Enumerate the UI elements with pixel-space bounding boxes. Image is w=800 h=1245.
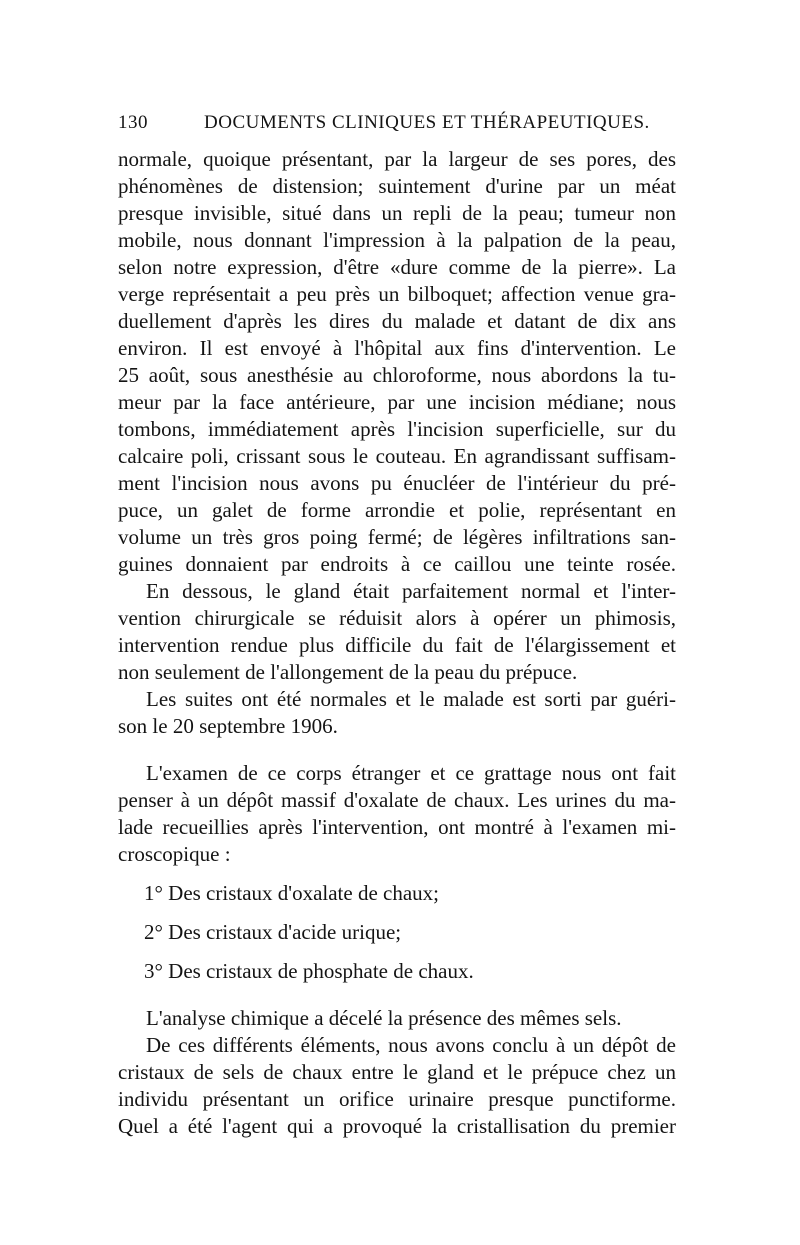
- text-line: son le 20 septembre 1906.: [118, 714, 338, 738]
- text-line: verge représentait a peu près un bilboquet; affection venue gra-: [118, 282, 676, 306]
- paragraph-3: [118, 686, 676, 740]
- text-line: vention chirurgicale se réduisit alors à opérer un phimosis,: [118, 606, 676, 630]
- page-body: [118, 146, 676, 1140]
- text-line: mobile, nous donnant l'impression à la palpation de la peau,: [118, 228, 676, 252]
- text-line: penser à un dépôt massif d'oxalate de chaux. Les urines du ma-: [118, 788, 676, 812]
- text-line: individu présentant un orifice urinaire presque punctiforme.: [118, 1087, 676, 1111]
- findings-list: [118, 880, 676, 985]
- text-line: phénomènes de distension; suintement d'urine par un méat: [118, 174, 676, 198]
- text-line: presque invisible, situé dans un repli de la peau; tumeur non: [118, 201, 676, 225]
- text-line: calcaire poli, crissant sous le couteau. En agrandissant suffisam-: [118, 444, 676, 468]
- text-line: En dessous, le gland était parfaitement normal et l'inter-: [146, 579, 676, 603]
- text-line: L'examen de ce corps étranger et ce grattage nous ont fait: [146, 761, 676, 785]
- text-line: croscopique :: [118, 842, 231, 866]
- text-line: meur par la face antérieure, par une incision médiane; nous: [118, 390, 676, 414]
- text-line: 25 août, sous anesthésie au chloroforme, nous abordons la tu-: [118, 363, 676, 387]
- text-line: guines donnaient par endroits à ce caillou une teinte rosée.: [118, 552, 676, 576]
- text-line: normale, quoique présentant, par la largeur de ses pores, des: [118, 147, 676, 171]
- list-gap: [118, 946, 676, 958]
- text-line: tombons, immédiatement après l'incision superficielle, sur du: [118, 417, 676, 441]
- paragraph-5: [118, 1005, 676, 1032]
- text-line: Quel a été l'agent qui a provoqué la cristallisation du premier: [118, 1114, 676, 1138]
- text-line: ment l'incision nous avons pu énucléer de l'intérieur du pré-: [118, 471, 676, 495]
- paragraph-gap: [118, 985, 676, 1005]
- page-header: [118, 112, 678, 142]
- text-line: non seulement de l'allongement de la peau du prépuce.: [118, 660, 578, 684]
- text-line: selon notre expression, d'être «dure comme de la pierre». La: [118, 255, 676, 279]
- paragraph-2: [118, 578, 676, 686]
- page-number: 130: [118, 112, 148, 133]
- paragraph-gap: [118, 868, 676, 880]
- list-gap: [118, 907, 676, 919]
- text-line: Les suites ont été normales et le malade est sorti par guéri-: [146, 687, 676, 711]
- text-line: volume un très gros poing fermé; de légères infiltrations san-: [118, 525, 676, 549]
- paragraph-4: [118, 760, 676, 868]
- text-line: cristaux de sels de chaux entre le gland et le prépuce chez un: [118, 1060, 676, 1084]
- list-item: 1° Des cristaux d'oxalate de chaux;: [144, 881, 439, 905]
- paragraph-1: [118, 146, 676, 578]
- text-line: L'analyse chimique a décelé la présence des mêmes sels.: [146, 1006, 622, 1030]
- list-item: 3° Des cristaux de phosphate de chaux.: [144, 959, 474, 983]
- paragraph-6: [118, 1032, 676, 1140]
- text-line: lade recueillies après l'intervention, ont montré à l'examen mi-: [118, 815, 676, 839]
- text-line: environ. Il est envoyé à l'hôpital aux fins d'intervention. Le: [118, 336, 676, 360]
- text-line: duellement d'après les dires du malade et datant de dix ans: [118, 309, 676, 333]
- text-line: intervention rendue plus difficile du fait de l'élargissement et: [118, 633, 676, 657]
- running-title: DOCUMENTS CLINIQUES ET THÉRAPEUTIQUES.: [204, 112, 650, 133]
- paragraph-gap: [118, 740, 676, 760]
- text-line: De ces différents éléments, nous avons conclu à un dépôt de: [146, 1033, 676, 1057]
- text-line: puce, un galet de forme arrondie et polie, représentant en: [118, 498, 676, 522]
- list-item: 2° Des cristaux d'acide urique;: [144, 920, 402, 944]
